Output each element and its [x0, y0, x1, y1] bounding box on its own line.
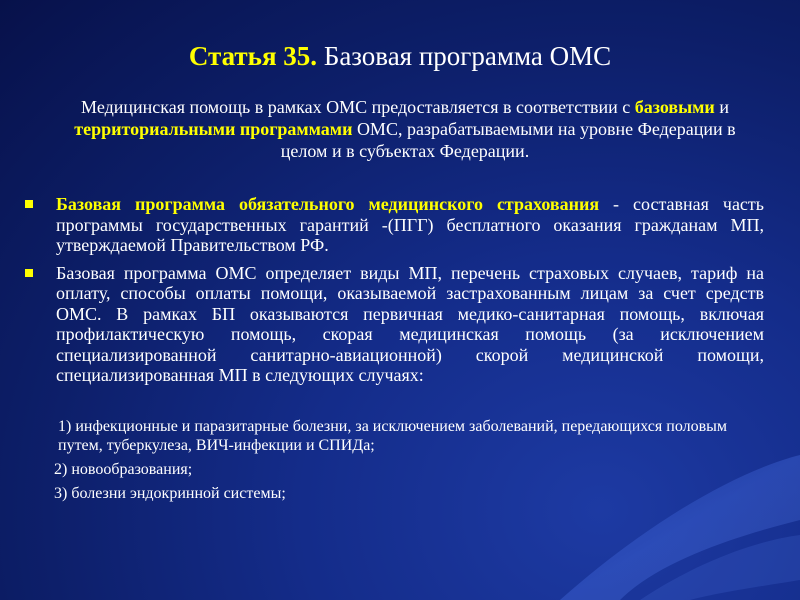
- bullet-text: - составная часть программы государственных гарантий -(ПГГ) бесплатного оказания гражданам МП, утверждаемой Правительством РФ.: [56, 194, 764, 255]
- intro-highlight-basic: базовыми: [634, 97, 715, 117]
- case-list: [54, 417, 754, 508]
- slide-title: [0, 40, 800, 72]
- title-text: Базовая программа ОМС: [317, 41, 612, 71]
- intro-text-1: Медицинская помощь в рамках ОМС предоставляется в соответствии с: [81, 97, 635, 117]
- intro-text-2: и: [714, 97, 729, 117]
- title-article-number: Статья 35.: [188, 41, 318, 71]
- list-item: 2) новообразования;: [54, 461, 193, 478]
- list-item: 1) инфекционные и паразитарные болезни, за исключением заболеваний, передающихся половым путем, туберкулеза, ВИЧ-инфекции и СПИДа;: [58, 418, 728, 454]
- square-bullet-icon: [25, 269, 33, 277]
- intro-text-3: ОМС, разрабатываемыми на уровне Федерации в целом и в субъектах Федерации.: [280, 119, 736, 161]
- bullet-text: Базовая программа ОМС определяет виды МП, перечень страховых случаев, тариф на оплату, способы оплаты помощи, оказываемой застрахованным лицам за счет средств ОМС. В рамках БП оказываются первичная медико-санитарная помощь, включая профилактическую помощь, скорая медицинская помощь (за исключением специализированной санитарно-авиационной) скорой медицинской помощи, специализированная МП в следующих случаях:: [56, 262, 764, 385]
- bullet-bold-term: Базовая программа обязательного медицинского страхования: [56, 194, 600, 214]
- bullet-list: [22, 194, 764, 393]
- bullet-item: [22, 194, 764, 256]
- bullet-item: [22, 263, 764, 386]
- intro-highlight-territorial: территориальными программами: [74, 119, 353, 139]
- intro-paragraph: [50, 96, 760, 162]
- square-bullet-icon: [25, 200, 33, 208]
- list-item: 3) болезни эндокринной системы;: [54, 485, 286, 502]
